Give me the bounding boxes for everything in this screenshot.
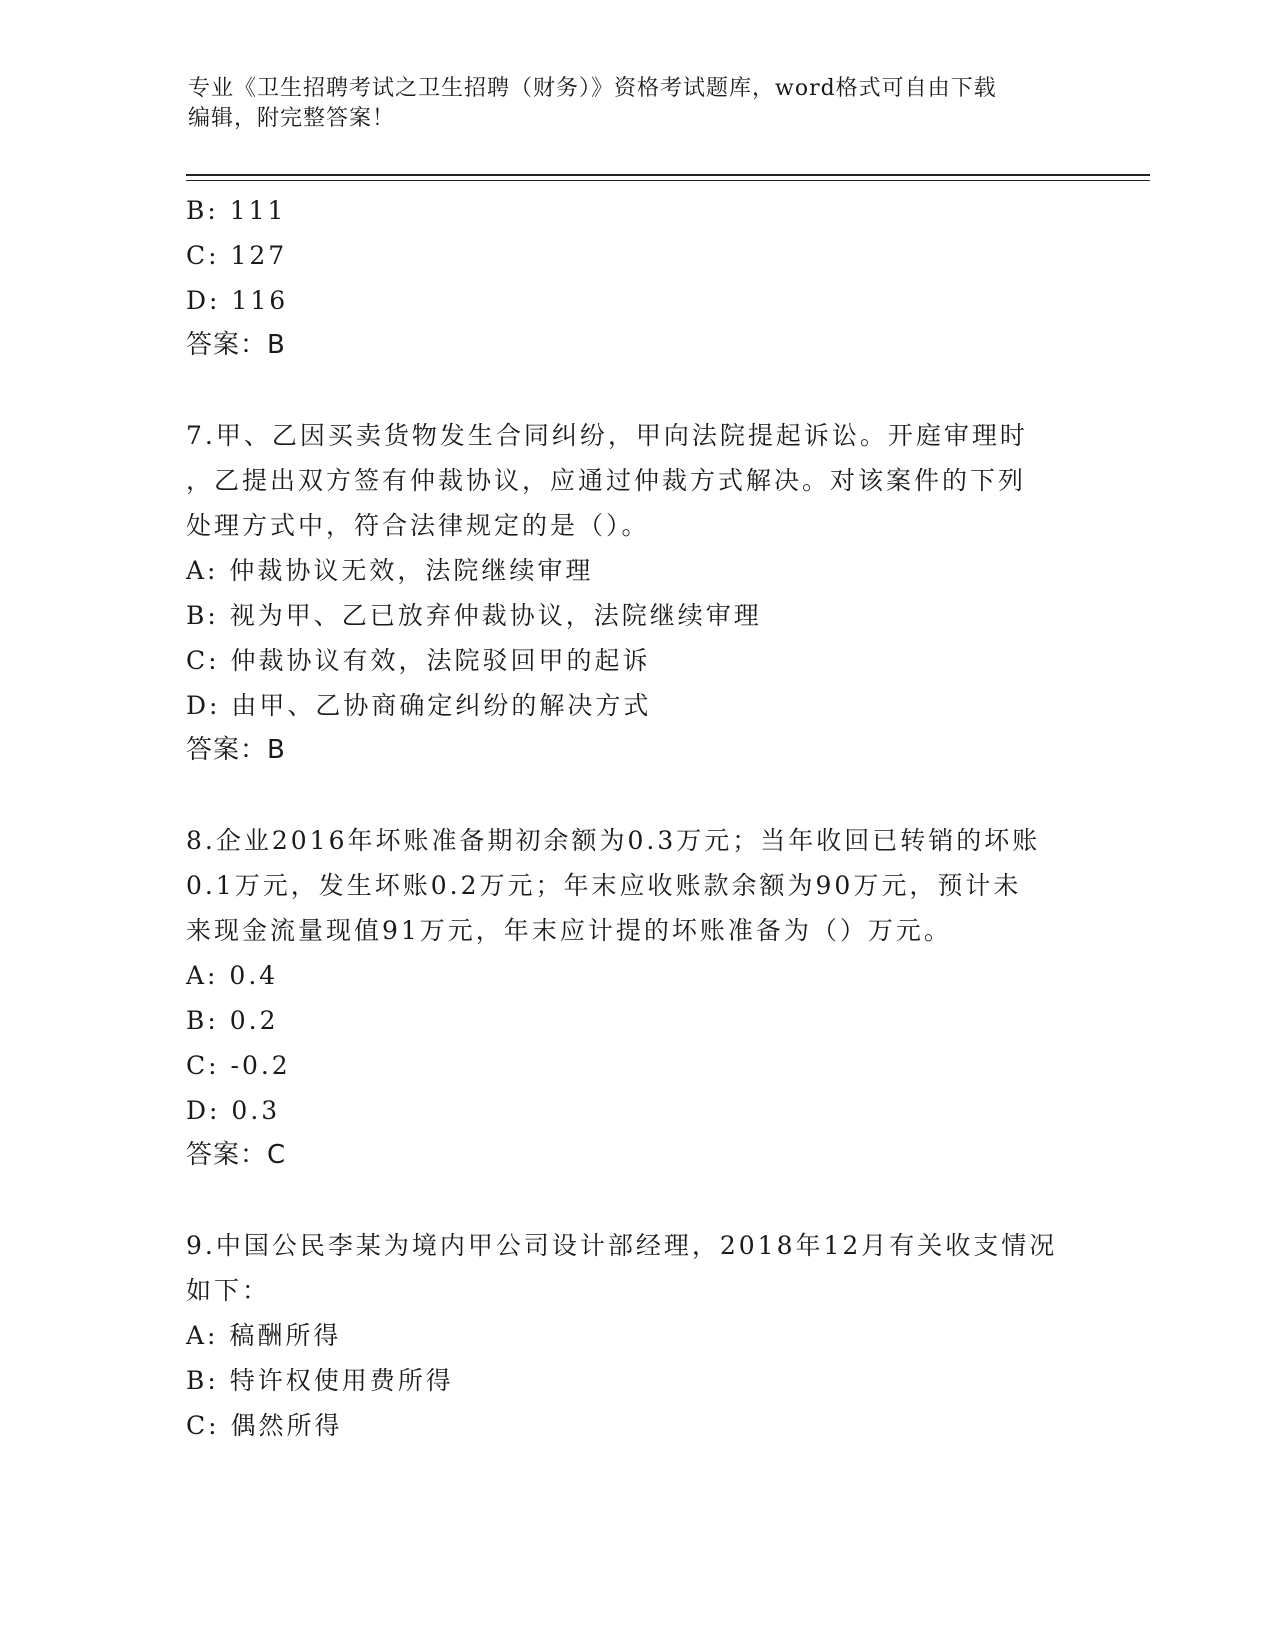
option-d: D: 116	[186, 286, 289, 315]
question-block-8	[186, 818, 1086, 1178]
option-b: B: 特许权使用费所得	[186, 1366, 454, 1395]
option-a: A: 0.4	[186, 961, 279, 990]
option-d: D: 0.3	[186, 1096, 281, 1125]
answer-line: 答案：B	[186, 735, 286, 765]
question-text-line: 7.甲、乙因买卖货物发生合同纠纷，甲向法院提起诉讼。开庭审理时	[186, 421, 1028, 450]
question-text-line: 来现金流量现值91万元，年末应计提的坏账准备为（）万元。	[186, 916, 952, 945]
header-divider-thick	[186, 174, 1150, 176]
option-c: C: -0.2	[186, 1051, 291, 1080]
question-block-prev	[186, 188, 1086, 368]
header-line-1: 专业《卫生招聘考试之卫生招聘（财务）》资格考试题库，word格式可自由下载	[188, 76, 997, 101]
question-block-9	[186, 1223, 1086, 1448]
document-header	[188, 74, 1088, 134]
question-text-line: 处理方式中，符合法律规定的是（）。	[186, 511, 650, 540]
option-c: C: 仲裁协议有效，法院驳回甲的起诉	[186, 646, 651, 675]
document-body	[186, 188, 1086, 1448]
option-b: B: 0.2	[186, 1006, 279, 1035]
option-c: C: 偶然所得	[186, 1411, 343, 1440]
answer-line: 答案：C	[186, 1140, 287, 1170]
answer-line: 答案：B	[186, 330, 286, 360]
question-text-line: ，乙提出双方签有仲裁协议，应通过仲裁方式解决。对该案件的下列	[186, 466, 1027, 495]
question-text-line: 如下：	[186, 1276, 271, 1305]
question-text-line: 9.中国公民李某为境内甲公司设计部经理，2018年12月有关收支情况	[186, 1231, 1058, 1260]
option-a: A: 稿酬所得	[186, 1321, 342, 1350]
question-block-7	[186, 413, 1086, 773]
option-c: C: 127	[186, 241, 288, 270]
question-text-line: 8.企业2016年坏账准备期初余额为0.3万元；当年收回已转销的坏账	[186, 826, 1041, 855]
option-a: A: 仲裁协议无效，法院继续审理	[186, 556, 594, 585]
option-d: D: 由甲、乙协商确定纠纷的解决方式	[186, 691, 652, 720]
option-b: B: 111	[186, 196, 287, 225]
option-b: B: 视为甲、乙已放弃仲裁协议，法院继续审理	[186, 601, 762, 630]
question-text-line: 0.1万元，发生坏账0.2万元；年末应收账款余额为90万元，预计未	[186, 871, 1022, 900]
header-line-2: 编辑，附完整答案！	[188, 106, 396, 131]
header-divider-thin	[186, 180, 1150, 181]
